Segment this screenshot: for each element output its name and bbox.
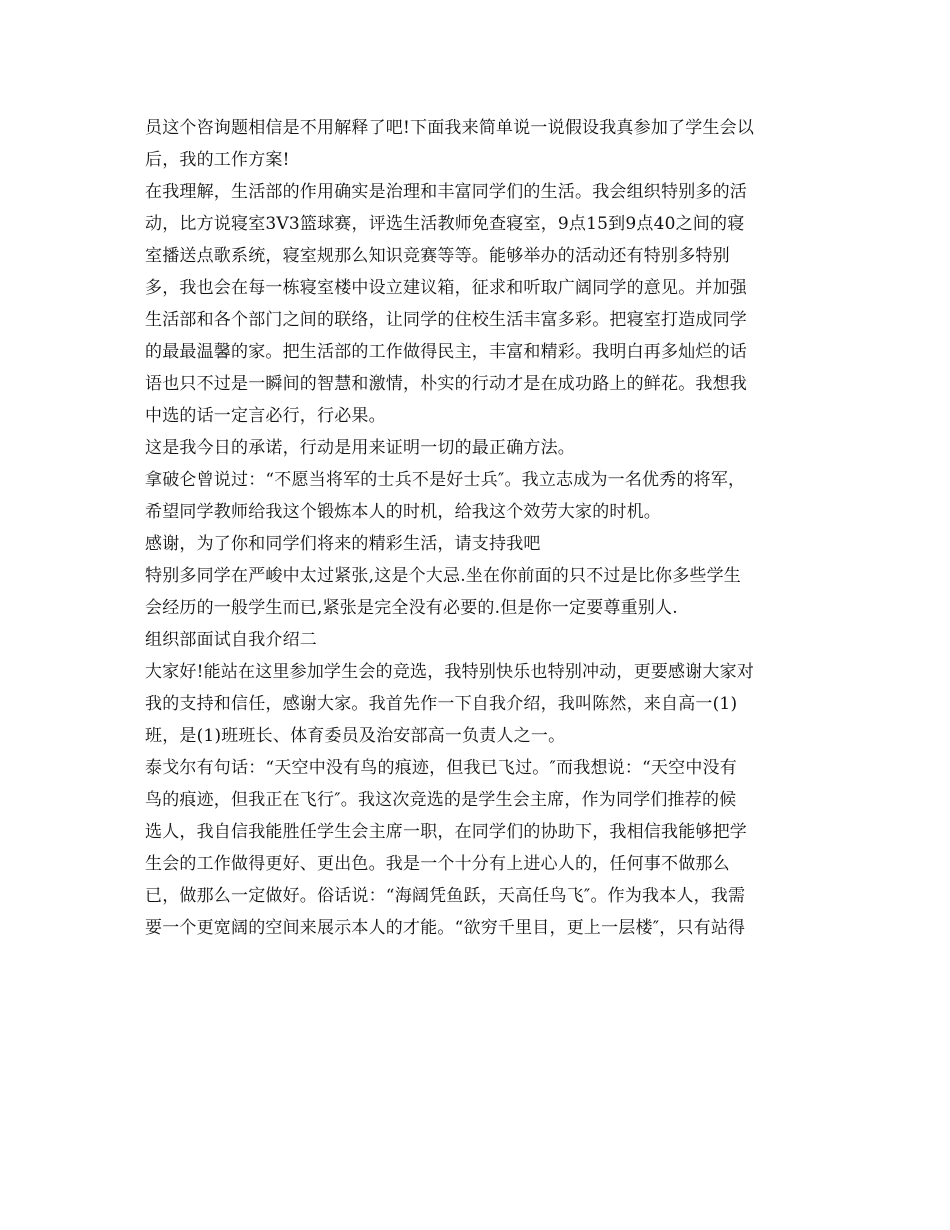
text-line: 后，我的工作方案! (145, 150, 290, 170)
text-line: 特别多同学在严峻中太过紧张,这是个大忌.坐在你前面的只不过是比你多些学生 (145, 566, 742, 586)
text-line: 鸟的痕迹，但我正在飞行″。我这次竞选的是学生会主席，作为同学们推荐的候 (145, 790, 737, 810)
text-line: 选人，我自信我能胜任学生会主席一职，在同学们的协助下，我相信我能够把学 (145, 822, 747, 842)
text-line: 语也只不过是一瞬间的智慧和激情，朴实的行动才是在成功路上的鲜花。我想我 (145, 374, 747, 394)
text-line: 泰戈尔有句话：“天空中没有鸟的痕迹，但我已飞过。″而我想说：“天空中没有 (145, 758, 737, 778)
text-line: 在我理解，生活部的作用确实是治理和丰富同学们的生活。我会组织特别多的活 (145, 182, 747, 202)
text-line: 希望同学教师给我这个锻炼本人的时机，给我这个效劳大家的时机。 (145, 502, 661, 522)
text-line: 室播送点歌系统，寝室规那么知识竞赛等等。能够举办的活动还有特别多特别 (145, 246, 730, 266)
text-line: 这是我今日的承诺，行动是用来证明一切的最正确方法。 (145, 438, 575, 458)
text-line: 班，是(1)班班长、体育委员及治安部高一负责人之一。 (145, 726, 566, 746)
text-line: 拿破仑曾说过：“不愿当将军的士兵不是好士兵″。我立志成为一名优秀的将军， (145, 470, 746, 490)
text-line: 生活部和各个部门之间的联络，让同学的住校生活丰富多彩。把寝室打造成同学 (145, 310, 747, 330)
text-line: 我的支持和信任，感谢大家。我首先作一下自我介绍，我叫陈然，来自高一(1) (145, 694, 738, 714)
document-body (145, 112, 825, 944)
text-line: 感谢，为了你和同学们将来的精彩生活，请支持我吧 (145, 534, 541, 554)
text-line: 大家好!能站在这里参加学生会的竞选，我特别快乐也特别冲动，更要感谢大家对 (145, 662, 755, 682)
text-line: 多，我也会在每一栋寝室楼中设立建议箱，征求和听取广阔同学的意见。并加强 (145, 278, 747, 298)
text-line: 动，比方说寝室3V3篮球赛，评选生活教师免查寝室，9点15到9点40之间的寝 (145, 214, 745, 234)
text-line: 中选的话一定言必行，行必果。 (145, 406, 386, 426)
text-line: 员这个咨询题相信是不用解释了吧!下面我来简单说一说假设我真参加了学生会以 (145, 118, 755, 138)
section-heading: 组织部面试自我介绍二 (145, 630, 317, 650)
text-line: 会经历的一般学生而已,紧张是完全没有必要的.但是你一定要尊重别人. (145, 598, 678, 618)
text-line: 生会的工作做得更好、更出色。我是一个十分有上进心人的，任何事不做那么 (145, 854, 730, 874)
text-line: 的最最温馨的家。把生活部的工作做得民主，丰富和精彩。我明白再多灿烂的话 (145, 342, 747, 362)
text-line: 要一个更宽阔的空间来展示本人的才能。“欲穷千里目，更上一层楼″，只有站得 (145, 918, 746, 938)
text-line: 已，做那么一定做好。俗话说：“海阔凭鱼跃，天高任鸟飞″。作为我本人，我需 (145, 886, 746, 906)
